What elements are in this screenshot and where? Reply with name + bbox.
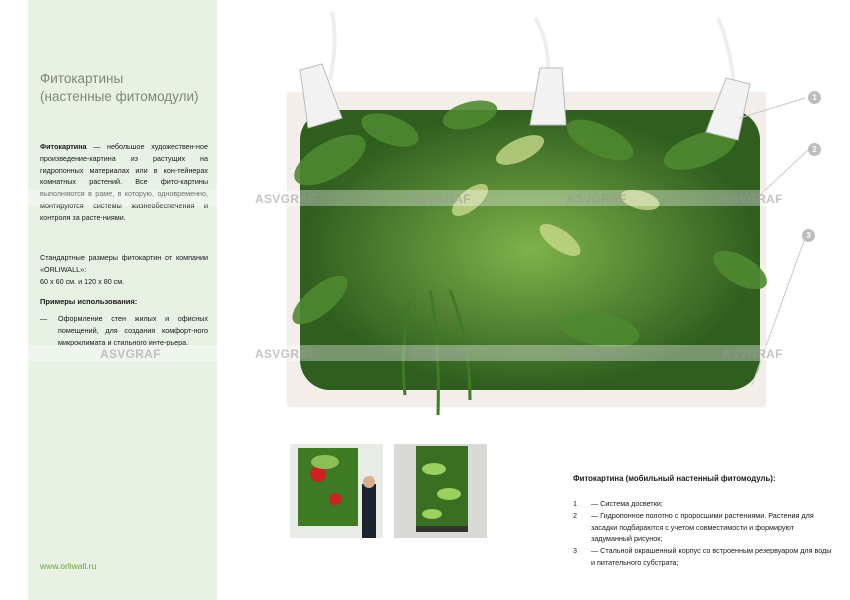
watermark: ASVGRAF [722,192,783,206]
watermark: ASVGRAF [722,347,783,361]
example-dash: — [40,314,48,323]
watermark: ASVGRAF [410,192,471,206]
legend-text-1: — Система досветки; [591,499,663,508]
lamp-2 [530,68,566,125]
sizes-values: 60 х 60 см. и 120 х 80 см. [40,276,125,286]
watermark: ASVGRAF [410,347,471,361]
thumbnail-photo-1 [290,444,383,538]
callout-3: 3 [802,229,815,242]
legend-num-3: 3 [573,546,577,556]
legend-item-3 [573,545,833,569]
watermark: ASVGRAF [255,347,316,361]
legend-text-2: — Гидропонное полотно с проросшими растениями. Растения для засадки подбираются с учетом совместимости и формируют задуманный рисунок; [591,510,814,544]
legend-item-1 [573,498,833,510]
watermark: ASVGRAF [566,192,627,206]
legend-text-3: — Стальной окрашенный корпус со встроенным резервуаром для воды и питательного субстрата; [591,546,832,567]
title-line-1: Фитокартины [40,71,124,86]
thumbnail-photo-2 [394,444,487,538]
thumbnail-2-image [394,444,487,538]
lamp-arm-1 [330,12,335,80]
lamp-1 [300,64,342,128]
intro-text: — небольшое художествен-ное произведение-картина из растущих на гидропонных материалах или в кон-тейнерах комнатных растений. Все фито-картины выполняются в раме, в которую, одновременно, монтируются системы жизнеобеспечения и контроля за расте-ниями. [40,142,208,222]
legend-num-1: 1 [573,499,577,508]
watermark: ASVGRAF [100,347,161,361]
callout-2: 2 [808,143,821,156]
website-link[interactable]: www.orliwall.ru [40,561,97,571]
callout-1: 1 [808,91,821,104]
thumbnail-1-image [290,444,383,538]
watermark: ASVGRAF [566,347,627,361]
sizes-text: Стандартные размеры фитокартин от компании «ORLIWALL»: [40,253,208,274]
watermark: ASVGRAF [255,192,316,206]
legend-list [573,498,833,569]
title-line-2: (настенные фитомодули) [40,89,199,104]
legend-num-2: 2 [573,510,577,520]
legend-title: Фитокартина (мобильный настенный фитомодуль): [573,474,776,483]
example-text: Оформление стен жилых и офисных помещений, для создания комфорт-ного микроклимата и стильного инте-рьера. [58,314,208,347]
examples-heading: Примеры использования: [40,297,138,306]
intro-term: Фитокартина [40,142,87,151]
legend-item-2 [573,510,833,545]
lamp-arm-3 [718,18,734,85]
